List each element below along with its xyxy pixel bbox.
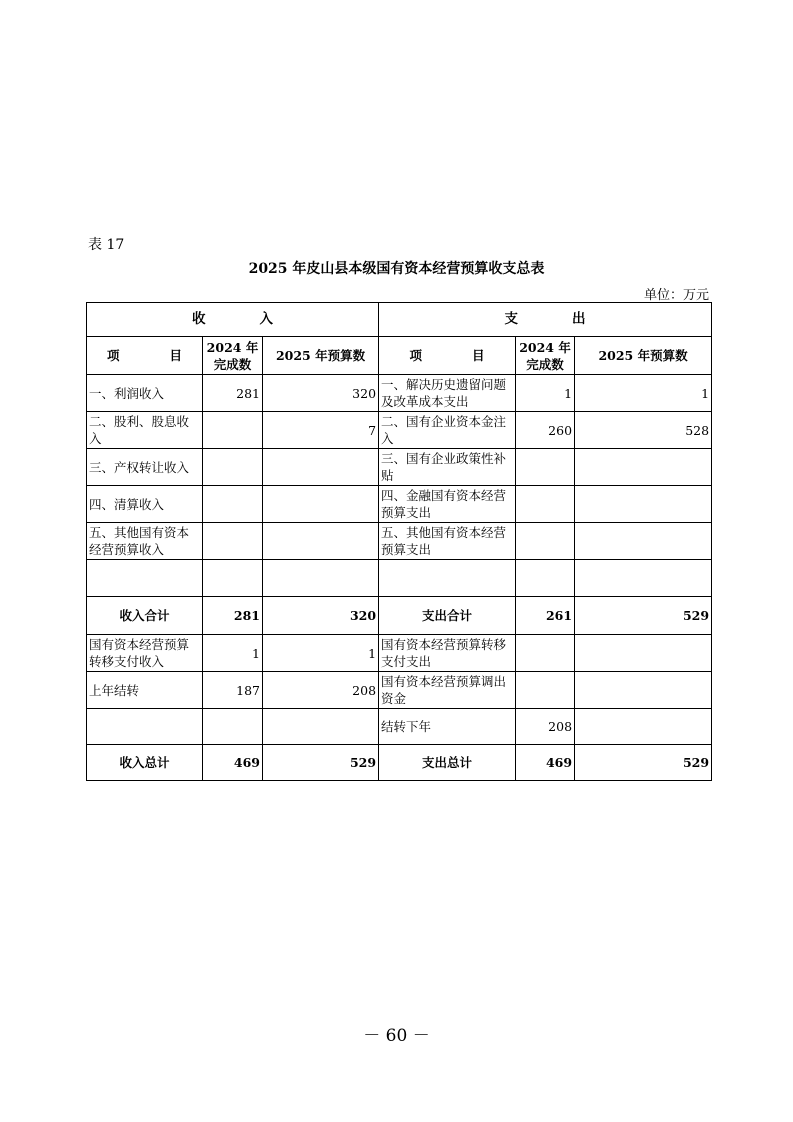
income-item: 四、清算收入 <box>87 486 203 523</box>
income-2024-value <box>203 709 263 745</box>
expense-section-header: 支 出 <box>379 303 712 337</box>
income-item: 国有资本经营预算转移支付收入 <box>87 635 203 672</box>
income-item <box>87 560 203 597</box>
income-item: 二、股利、股息收入 <box>87 412 203 449</box>
income-item: 五、其他国有资本经营预算收入 <box>87 523 203 560</box>
income-2024-value <box>203 449 263 486</box>
expense-2025-value <box>575 635 712 672</box>
income-subtotal-2024: 281 <box>203 597 263 635</box>
income-2024-value: 187 <box>203 672 263 709</box>
income-2025-value: 320 <box>263 375 379 412</box>
subtotal-row <box>87 597 712 635</box>
column-header-row <box>87 337 712 375</box>
income-2025-value: 1 <box>263 635 379 672</box>
expense-2024-value <box>516 523 575 560</box>
income-2024-value <box>203 560 263 597</box>
expense-2025-value <box>575 523 712 560</box>
income-2024-value <box>203 412 263 449</box>
expense-2024-value: 208 <box>516 709 575 745</box>
income-2024-value: 1 <box>203 635 263 672</box>
expense-2024-value <box>516 449 575 486</box>
expense-2025-value: 528 <box>575 412 712 449</box>
expense-item-header: 项 目 <box>379 337 516 375</box>
expense-item: 三、国有企业政策性补贴 <box>379 449 516 486</box>
table-row <box>87 412 712 449</box>
table-row <box>87 486 712 523</box>
income-2025-value <box>263 486 379 523</box>
expense-item: 国有资本经营预算调出资金 <box>379 672 516 709</box>
page-title: 2025 年皮山县本级国有资本经营预算收支总表 <box>248 261 545 277</box>
expense-2024-value <box>516 486 575 523</box>
expense-2025-value <box>575 486 712 523</box>
expense-2024-value <box>516 672 575 709</box>
income-subtotal-2025: 320 <box>263 597 379 635</box>
income-total-2024: 469 <box>203 745 263 781</box>
expense-2025-value <box>575 449 712 486</box>
table-row <box>87 560 712 597</box>
expense-item: 五、其他国有资本经营预算支出 <box>379 523 516 560</box>
income-2025-value <box>263 523 379 560</box>
expense-2024-header: 2024 年完成数 <box>516 337 575 375</box>
income-section-header: 收 入 <box>87 303 379 337</box>
income-item: 上年结转 <box>87 672 203 709</box>
unit-label: 单位：万元 <box>643 288 709 303</box>
table-row <box>87 375 712 412</box>
table-row <box>87 523 712 560</box>
income-subtotal-label: 收入合计 <box>87 597 203 635</box>
expense-total-2025: 529 <box>575 745 712 781</box>
expense-2024-value: 1 <box>516 375 575 412</box>
income-2024-value <box>203 486 263 523</box>
income-2025-value: 7 <box>263 412 379 449</box>
table-row <box>87 635 712 672</box>
expense-2024-value <box>516 560 575 597</box>
expense-2025-value <box>575 560 712 597</box>
income-item-header: 项 目 <box>87 337 203 375</box>
expense-2024-value <box>516 635 575 672</box>
expense-2025-value <box>575 709 712 745</box>
income-2025-header: 2025 年预算数 <box>263 337 379 375</box>
expense-2025-value <box>575 672 712 709</box>
income-2024-value <box>203 523 263 560</box>
total-row <box>87 745 712 781</box>
income-2025-value <box>263 560 379 597</box>
expense-item: 一、解决历史遗留问题及改革成本支出 <box>379 375 516 412</box>
expense-item: 国有资本经营预算转移支付支出 <box>379 635 516 672</box>
income-2025-value: 208 <box>263 672 379 709</box>
income-2024-value: 281 <box>203 375 263 412</box>
expense-subtotal-2024: 261 <box>516 597 575 635</box>
income-item: 一、利润收入 <box>87 375 203 412</box>
expense-total-label: 支出总计 <box>379 745 516 781</box>
expense-item <box>379 560 516 597</box>
income-2024-header: 2024 年完成数 <box>203 337 263 375</box>
expense-item: 二、国有企业资本金注入 <box>379 412 516 449</box>
section-header-row <box>87 303 712 337</box>
expense-2025-value: 1 <box>575 375 712 412</box>
table-row <box>87 449 712 486</box>
income-2025-value <box>263 709 379 745</box>
income-item <box>87 709 203 745</box>
expense-item: 结转下年 <box>379 709 516 745</box>
budget-table <box>86 302 712 781</box>
page-number: － 60 － <box>363 1026 430 1046</box>
expense-subtotal-2025: 529 <box>575 597 712 635</box>
income-total-label: 收入总计 <box>87 745 203 781</box>
expense-total-2024: 469 <box>516 745 575 781</box>
table-row <box>87 672 712 709</box>
income-item: 三、产权转让收入 <box>87 449 203 486</box>
income-total-2025: 529 <box>263 745 379 781</box>
table-row <box>87 709 712 745</box>
expense-2025-header: 2025 年预算数 <box>575 337 712 375</box>
expense-item: 四、金融国有资本经营预算支出 <box>379 486 516 523</box>
income-2025-value <box>263 449 379 486</box>
expense-subtotal-label: 支出合计 <box>379 597 516 635</box>
expense-2024-value: 260 <box>516 412 575 449</box>
table-number: 表 17 <box>88 237 125 253</box>
